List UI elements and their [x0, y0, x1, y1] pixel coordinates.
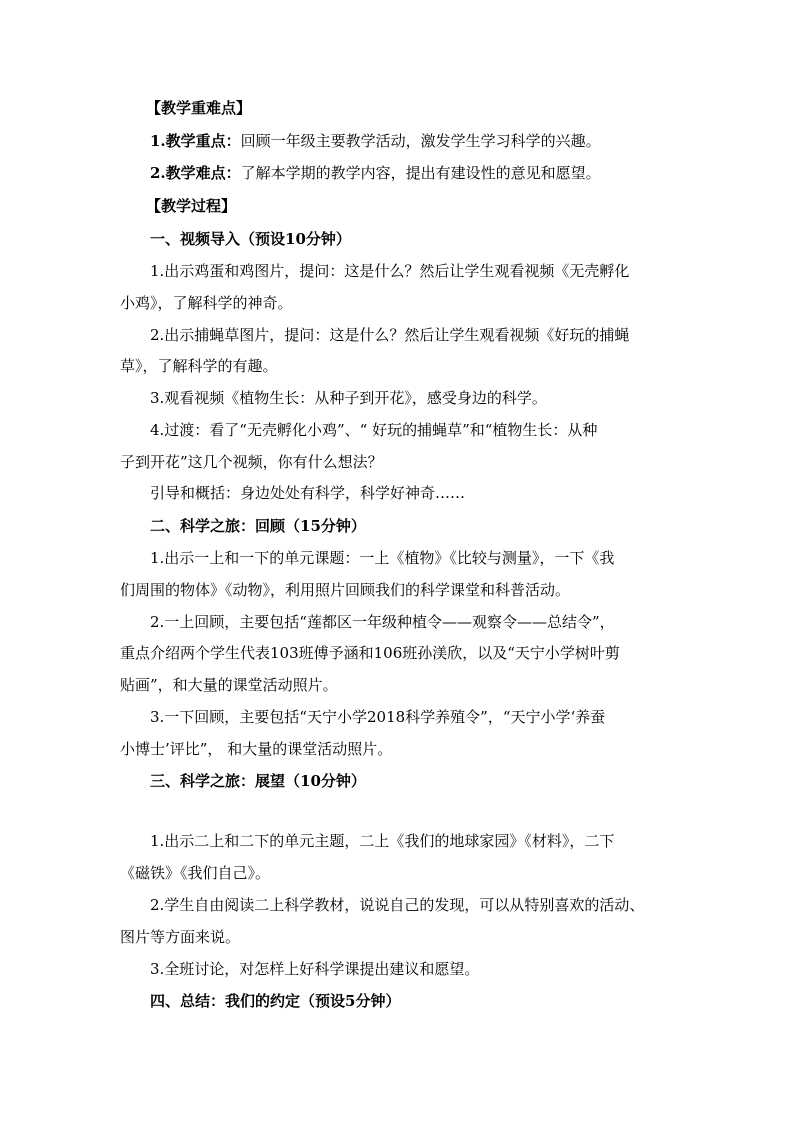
- paragraph-line: 1.出示鸡蛋和鸡图片，提问：这是什么？然后让学生观看视频《无壳孵化: [150, 262, 630, 280]
- process-heading: 【教学过程】: [146, 197, 237, 215]
- paragraph-line: 子到开花”这几个视频，你有什么想法？: [120, 453, 383, 471]
- difficulty-label: 2.教学难点：: [150, 164, 241, 182]
- paragraph-line: 2.学生自由阅读二上科学教材，说说自己的发现，可以从特别喜欢的活动、: [150, 896, 645, 914]
- difficulty-item: [150, 163, 601, 183]
- key-point-label: 1.教学重点：: [150, 132, 241, 150]
- key-point-text: 回顾一年级主要教学活动，激发学生学习科学的兴趣。: [240, 132, 601, 150]
- key-point-item: [150, 131, 601, 151]
- paragraph-line: 1.出示二上和二下的单元主题，二上《我们的地球家园》《材料》，二下: [150, 832, 615, 850]
- section-title: 四、总结：我们的约定（预设5分钟）: [150, 992, 401, 1010]
- paragraph-line: 1.出示一上和一下的单元课题：一上《植物》《比较与测量》，一下《我: [150, 549, 615, 567]
- paragraph-line: 们周围的物体》《动物》，利用照片回顾我们的科学课堂和科普活动。: [120, 581, 571, 599]
- section-title: 一、视频导入（预设10分钟）: [150, 230, 351, 248]
- section-title: 二、科学之旅：回顾（15分钟）: [150, 517, 366, 535]
- paragraph-line: 重点介绍两个学生代表103班傅予涵和106班孙渼欣，以及“天宁小学树叶剪: [120, 644, 620, 662]
- paragraph-line: 小鸡》，了解科学的神奇。: [120, 294, 293, 312]
- key-points-heading: 【教学重难点】: [146, 99, 252, 117]
- paragraph-line: 2.出示捕蝇草图片，提问：这是什么？然后让学生观看视频《好玩的捕蝇: [150, 326, 630, 344]
- paragraph-line: 3.观看视频《植物生长：从种子到开花》，感受身边的科学。: [150, 389, 547, 407]
- paragraph-line: 3.一下回顾，主要包括“天宁小学2018科学养殖令”，“天宁小学‘养蚕: [150, 708, 606, 726]
- paragraph-line: 贴画”，和大量的课堂活动照片。: [120, 676, 338, 694]
- paragraph-line: 2.一上回顾，主要包括“莲都区一年级种植令——观察令——总结令”，: [150, 613, 615, 631]
- difficulty-text: 了解本学期的教学内容，提出有建设性的意见和愿望。: [240, 164, 601, 182]
- paragraph-line: 草》，了解科学的有趣。: [120, 357, 278, 375]
- paragraph-line: 《磁铁》《我们自己》。: [120, 864, 271, 882]
- paragraph-line: 图片等方面来说。: [120, 928, 241, 946]
- paragraph-line: 引导和概括：身边处处有科学，科学好神奇……: [150, 484, 466, 502]
- section-title: 三、科学之旅：展望（10分钟）: [150, 772, 366, 790]
- paragraph-line: 小博士’评比”， 和大量的课堂活动照片。: [120, 740, 393, 758]
- paragraph-line: 3.全班讨论，对怎样上好科学课提出建议和愿望。: [150, 960, 480, 978]
- paragraph-line: 4.过渡：看了“无壳孵化小鸡”、“ 好玩的捕蝇草”和“植物生长：从种: [150, 421, 598, 439]
